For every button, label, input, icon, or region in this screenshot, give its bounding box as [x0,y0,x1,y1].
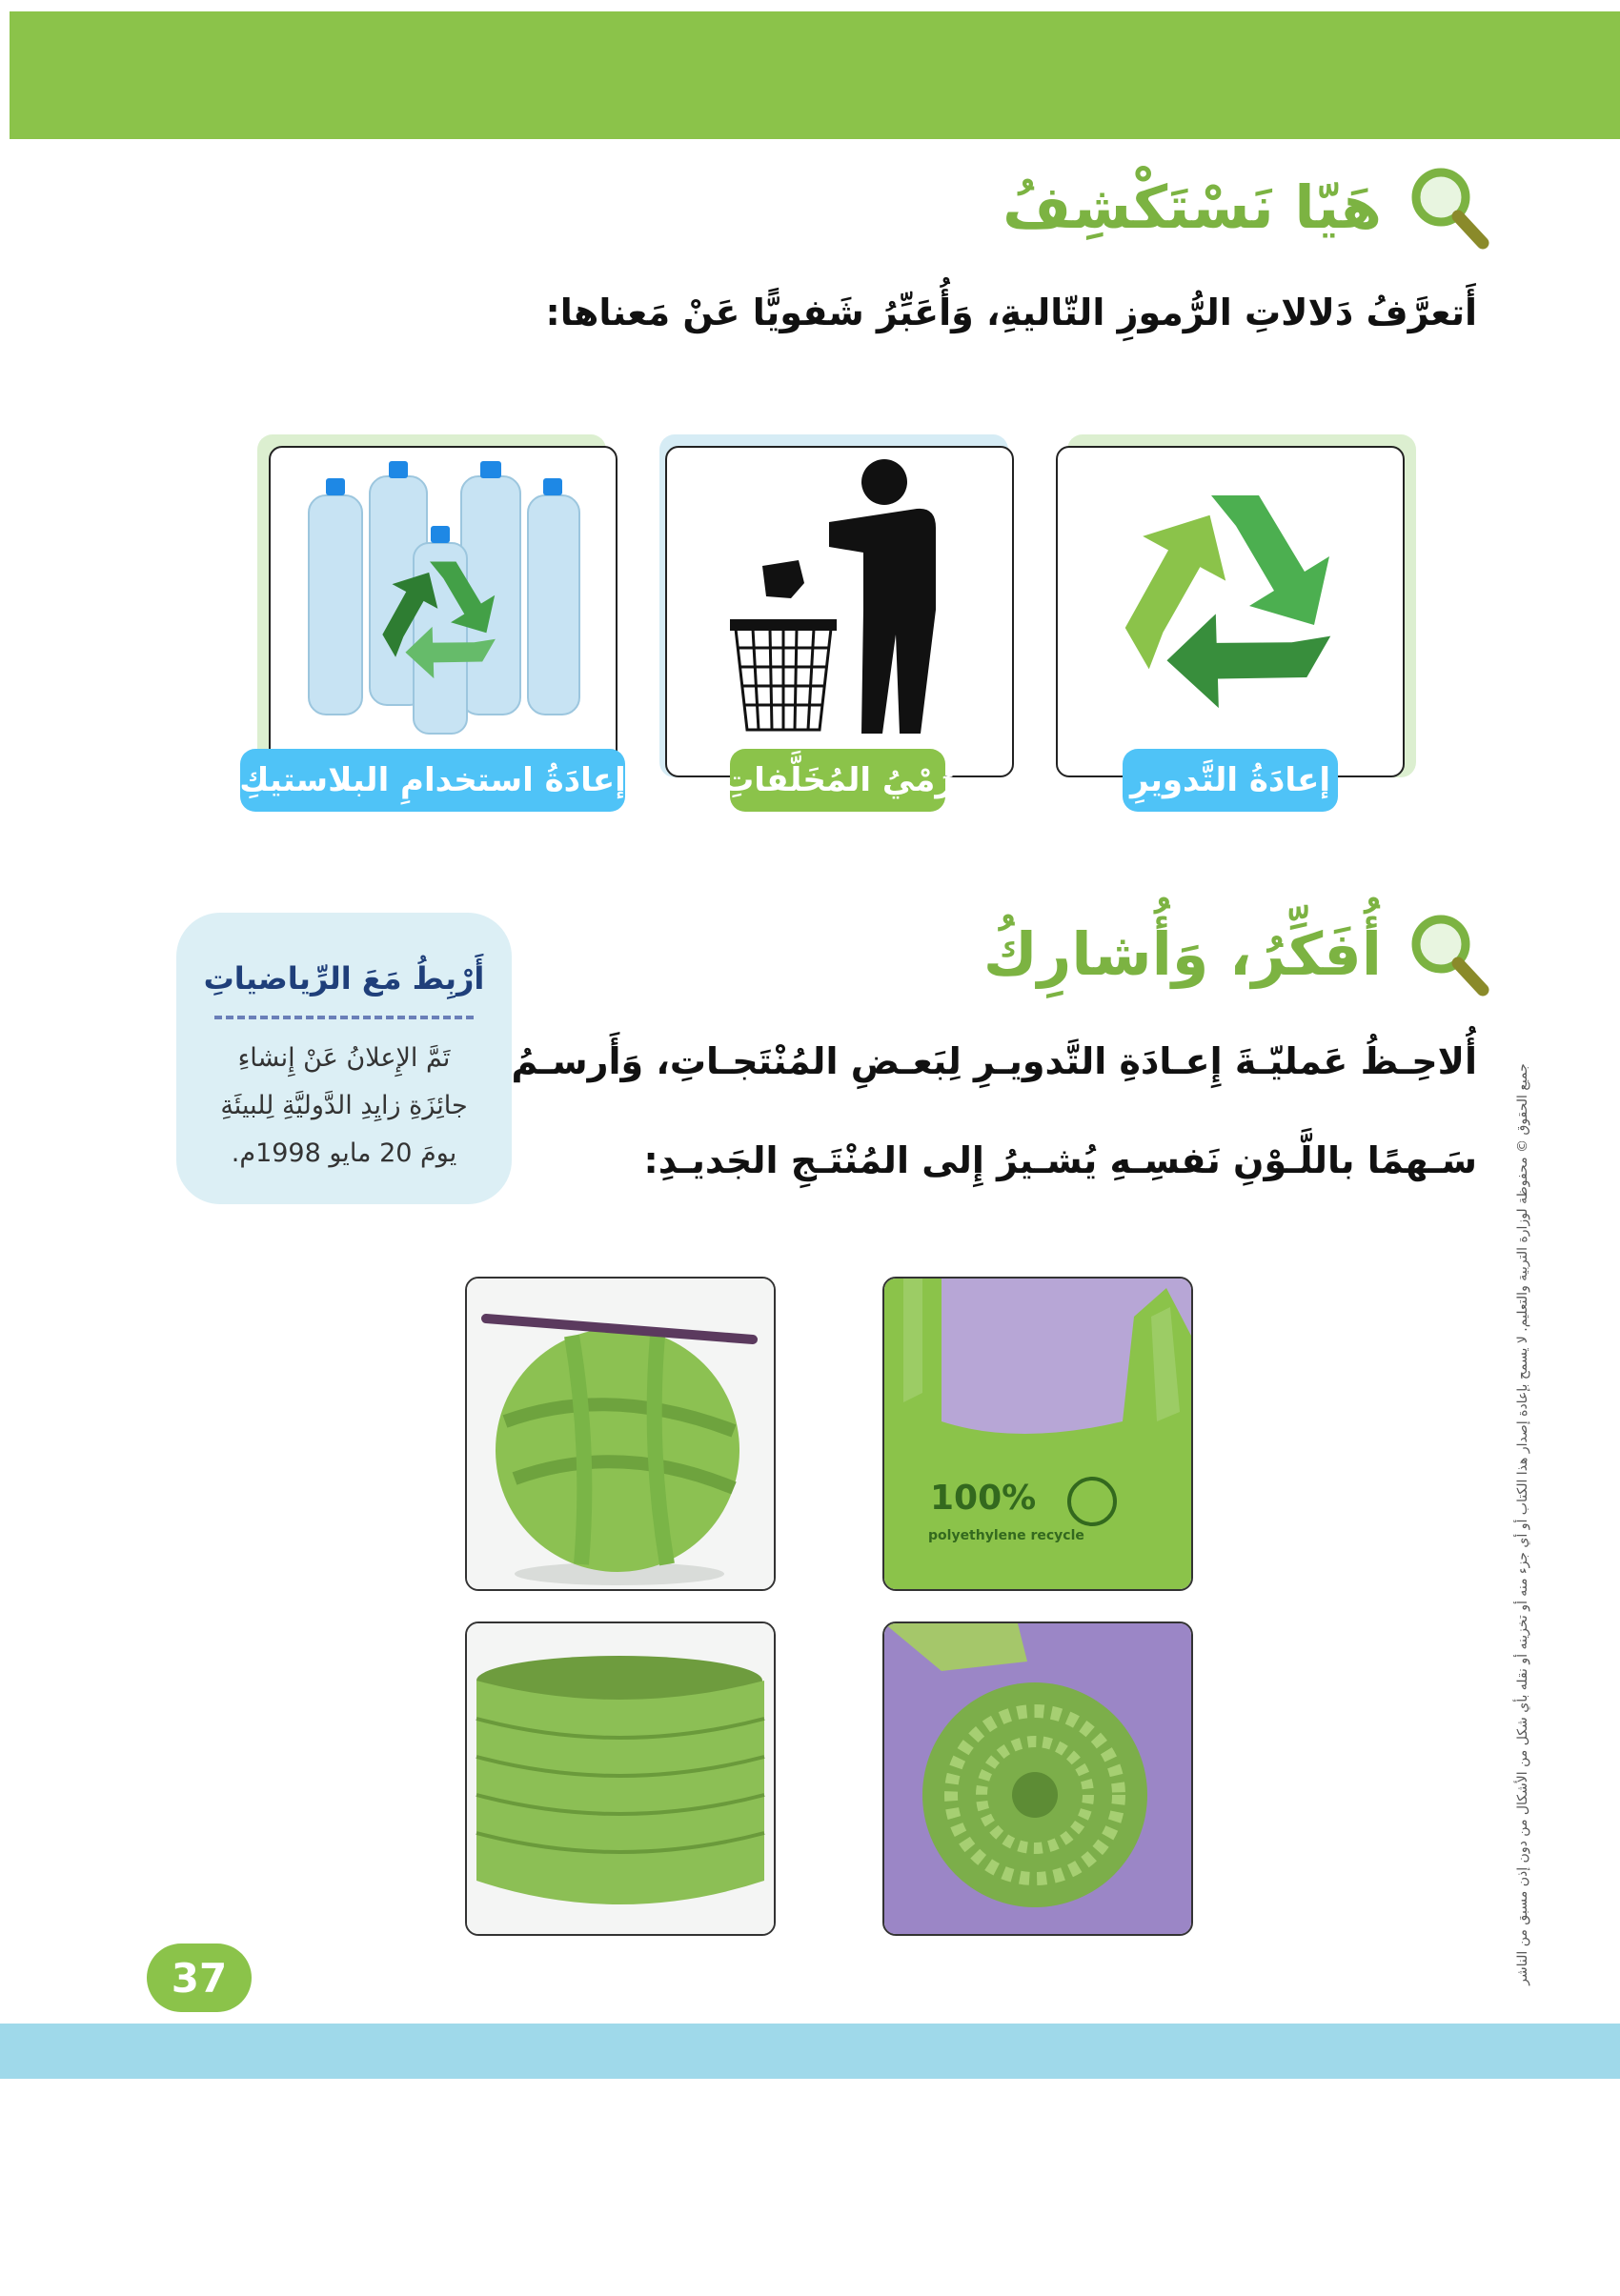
plastic-yarn-ball-photo [465,1277,776,1591]
math-link-box [176,913,512,1204]
section-title-text: أُفَكِّرُ، وَأُشارِكُ [982,918,1382,989]
math-box-line: تَمَّ الإِعلانُ عَنْ إِنشاءِ [237,1043,451,1073]
plastic-bottles-recycle-icon [271,448,616,775]
bag-print-label: polyethylene recycle [928,1528,1084,1543]
math-box-title: أَرْبِطُ مَعَ الرِّياضياتِ [203,960,485,997]
instruction-symbols: أَتعرَّفُ دَلالاتِ الرُّموزِ التّاليةِ، وَأُعَبِّرُ شَفويًّا عَنْ مَعناها: [545,292,1477,333]
section-title-text: هَيّا نَسْتَكْشِفُ [1002,171,1382,242]
instruction-line-1: أُلاحِـظُ عَمليّـةَ إِعـادَةِ التَّدويـرِ لِبَعـضِ المُنْتَجـاتِ، وَأَرسـمُ [511,1040,1477,1082]
magnifier-icon [1401,906,1496,1001]
copyright-text: جميع الحقوق © محفوظة لوزارة التربية والتعليم. لا يسمح بإعادة إصدار هذا الكتاب أو أي جزء منه أو تخزينه أو نقله بأي شكل من الأشكال من دون إذن مسبق من الناشر [1515,1063,1530,1985]
crochet-coaster-photo [882,1621,1193,1936]
bag-print-percent: 100% [930,1479,1037,1518]
section-title-explore [1002,164,1496,250]
litter-bin-icon [667,448,1012,775]
page-number: 37 [147,1944,252,2012]
recycle-icon [1058,448,1403,775]
symbol-card-plastic [269,446,618,777]
label-litter: رَمْيُ المُخَلَّفاتِ [730,749,945,812]
section-title-think [983,911,1496,997]
math-box-line: يومَ 20 مايو 1998م. [231,1138,457,1168]
math-box-divider [214,1016,474,1019]
symbol-card-litter [665,446,1014,777]
math-box-text [193,1035,495,1178]
math-box-line: جائِزَةِ زايِدِ الدَّوليَّةِ لِلبيئَةِ [220,1091,468,1120]
label-recycle: إعادَةُ التَّدويرِ [1123,749,1338,812]
crochet-basket-photo [465,1621,776,1936]
recycled-plastic-bag-photo [882,1277,1193,1591]
top-green-band [10,11,1620,139]
instruction-line-2: سَـهمًا باللَّـوْنِ نَفسِـهِ يُشـيرُ إِلى المُنْتَـجِ الجَديـدِ: [643,1139,1477,1181]
symbol-card-recycle [1056,446,1405,777]
magnifier-icon [1401,159,1496,254]
bottom-blue-band [0,2024,1620,2079]
label-plastic: إعادَةُ استخدامِ البلاستيكِ [240,749,625,812]
